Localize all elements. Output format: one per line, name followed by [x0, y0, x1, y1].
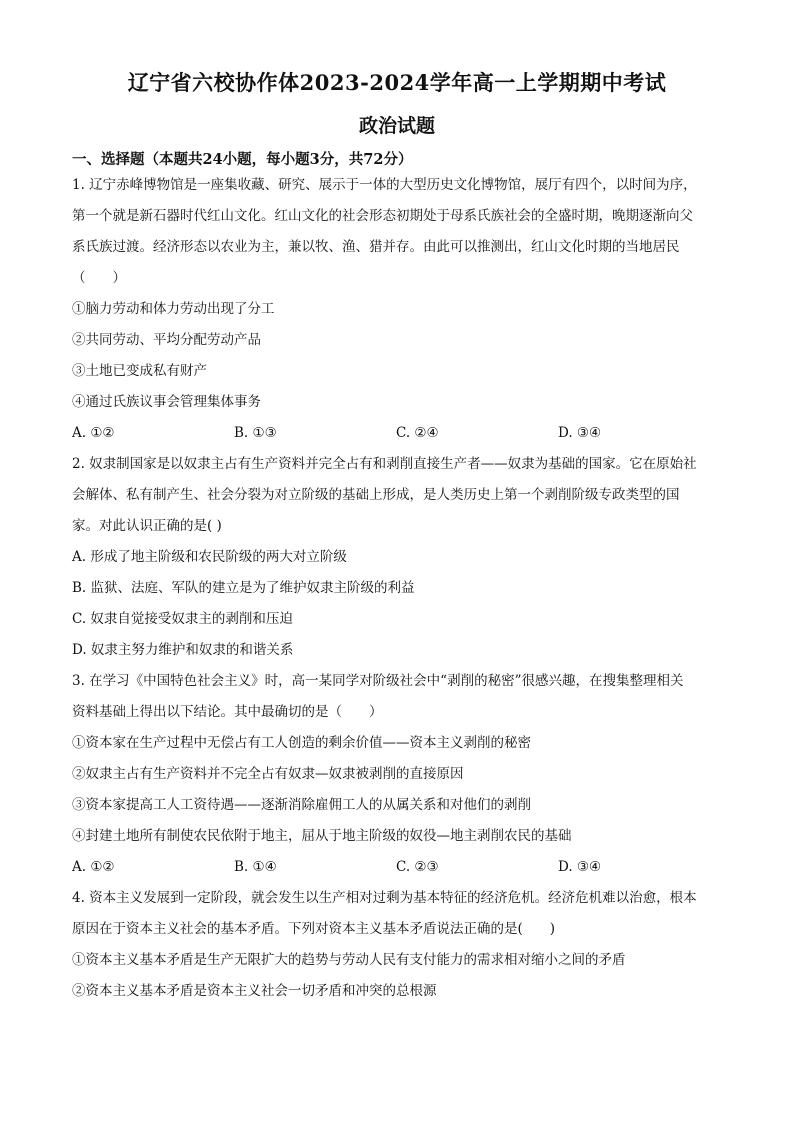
choice-b: B. ①④: [234, 859, 277, 875]
question-3: [72, 666, 722, 883]
statement-1: ①脑力劳动和体力劳动出现了分工: [72, 301, 275, 317]
option-c: C. 奴隶自觉接受奴隶主的剥削和压迫: [72, 611, 293, 627]
option-d: D. 奴隶主努力维护和奴隶的和谐关系: [72, 642, 294, 658]
choice-a: A. ①②: [72, 859, 115, 875]
question-stem-line: 3. 在学习《中国特色社会主义》时，高一某同学对阶级社会中“剥削的秘密”很感兴趣，在搜集整理相关: [72, 673, 684, 689]
statement-3: ③土地已变成私有财产: [72, 363, 207, 379]
choice-d: D. ③④: [558, 859, 602, 875]
choice-b: B. ①③: [234, 425, 277, 441]
question-stem-line: 家。对此认识正确的是( ): [72, 518, 222, 534]
question-stem-line: 4. 资本主义发展到一定阶段，就会发生以生产相对过剩为基本特征的经济危机。经济危机难以治愈，根本: [72, 890, 697, 906]
statement-1: ①资本家在生产过程中无偿占有工人创造的剩余价值——资本主义剥削的秘密: [72, 735, 531, 751]
statement-3: ③资本家提高工人工资待遇——逐渐消除雇佣工人的从属关系和对他们的剥削: [72, 797, 531, 813]
statement-2: ②资本主义基本矛盾是资本主义社会一切矛盾和冲突的总根源: [72, 983, 437, 999]
exam-title: 辽宁省六校协作体2023-2024学年高一上学期期中考试: [127, 70, 667, 95]
statement-4: ④封建土地所有制使农民依附于地主，屈从于地主阶级的奴役—地主剥削农民的基础: [72, 828, 572, 844]
question-2: [72, 449, 722, 666]
answer-choices: [72, 852, 722, 883]
question-stem-line: 1. 辽宁赤峰博物馆是一座集收藏、研究、展示于一体的大型历史文化博物馆，展厅有四个，以时间为序，: [72, 177, 697, 193]
answer-blank: （ ）: [72, 270, 126, 286]
question-stem-line: 原因在于资本主义社会的基本矛盾。下列对资本主义基本矛盾说法正确的是( ): [72, 921, 556, 937]
answer-choices: [72, 418, 722, 449]
statement-4: ④通过氏族议事会管理集体事务: [72, 394, 261, 410]
choice-c: C. ②③: [396, 859, 439, 875]
question-1: [72, 170, 722, 449]
question-stem-line: 第一个就是新石器时代红山文化。红山文化的社会形态初期处于母系氏族社会的全盛时期，晚期逐渐向父: [72, 208, 693, 224]
option-a: A. 形成了地主阶级和农民阶级的两大对立阶级: [72, 549, 347, 565]
statement-2: ②共同劳动、平均分配劳动产品: [72, 332, 261, 348]
choice-d: D. ③④: [558, 425, 602, 441]
question-stem-line: 资料基础上得出以下结论。其中最确切的是（ ）: [72, 704, 383, 720]
exam-subject: 政治试题: [358, 115, 435, 137]
section-heading: 一、选择题（本题共24小题，每小题3分，共72分）: [72, 151, 413, 168]
choice-a: A. ①②: [72, 425, 115, 441]
question-4: [72, 883, 722, 1007]
choice-c: C. ②④: [396, 425, 439, 441]
statement-2: ②奴隶主占有生产资料并不完全占有奴隶—奴隶被剥削的直接原因: [72, 766, 464, 782]
statement-1: ①资本主义基本矛盾是生产无限扩大的趋势与劳动人民有支付能力的需求相对缩小之间的矛盾: [72, 952, 626, 968]
question-stem-line: 会解体、私有制产生、社会分裂为对立阶级的基础上形成，是人类历史上第一个剥削阶级专政类型的国: [72, 487, 680, 503]
option-b: B. 监狱、法庭、军队的建立是为了维护奴隶主阶级的利益: [72, 580, 415, 596]
question-stem-line: 2. 奴隶制国家是以奴隶主占有生产资料并完全占有和剥削直接生产者——奴隶为基础的国家。它在原始社: [72, 456, 697, 472]
question-stem-line: 系氏族过渡。经济形态以农业为主，兼以牧、渔、猎并存。由此可以推测出，红山文化时期的当地居民: [72, 239, 680, 255]
